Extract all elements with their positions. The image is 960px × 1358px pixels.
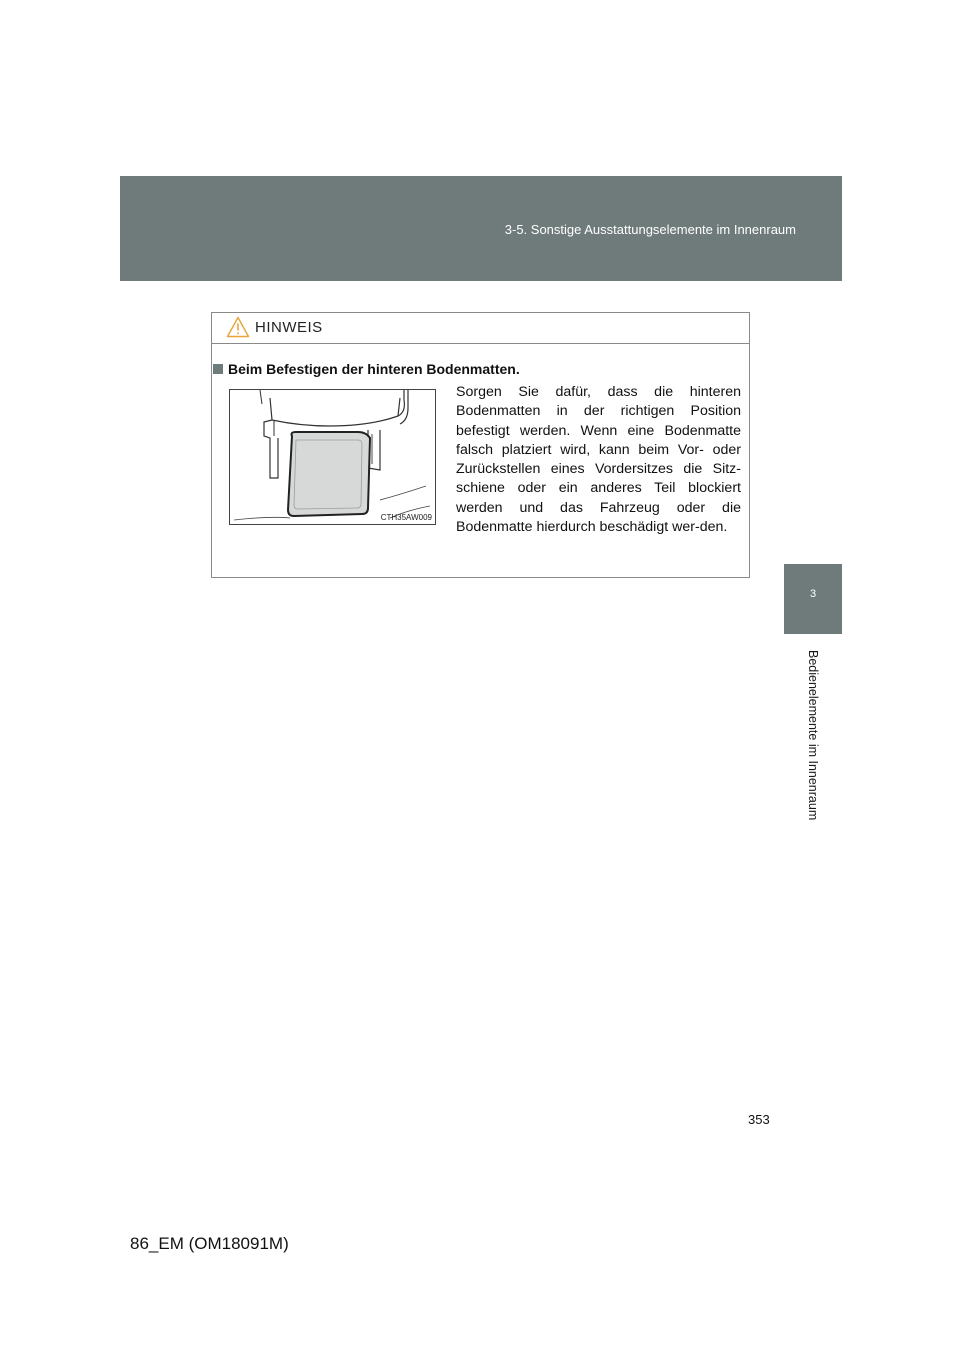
figure-code: CTH35AW009	[380, 513, 432, 522]
floor-mat-illustration	[229, 389, 436, 525]
section-heading	[213, 361, 520, 377]
section-title: 3-5. Sonstige Ausstattungselemente im Innenraum	[504, 222, 796, 237]
notice-header	[212, 313, 749, 344]
document-code: 86_EM (OM18091M)	[130, 1234, 289, 1253]
notice-box	[211, 312, 750, 578]
bullet-square-icon	[213, 364, 223, 374]
section-heading-text: Beim Befestigen der hinteren Bodenmatten.	[228, 361, 520, 377]
notice-body-text: Sorgen Sie dafür, dass die hinteren Bodenmatten in der richtigen Position befestigt werden. Wenn eine Bodenmatte falsch platziert wird, kann beim Vor- oder Zurückstellen eines Vordersitzes die Sitz-schiene oder ein anderes Teil blockiert werden und das Fahrzeug oder die Bodenmatte hierdurch beschädigt wer-den.	[456, 384, 741, 536]
floor-mat-drawing	[230, 390, 435, 524]
page-number: 353	[748, 1112, 770, 1127]
chapter-number: 3	[809, 588, 817, 600]
header-band	[120, 176, 842, 281]
chapter-label-vertical	[803, 650, 823, 850]
chapter-tab[interactable]	[784, 564, 842, 634]
chapter-label: Bedienelemente im Innenraum	[806, 650, 820, 821]
notice-title: HINWEIS	[255, 319, 323, 336]
warning-triangle-icon	[226, 316, 250, 338]
